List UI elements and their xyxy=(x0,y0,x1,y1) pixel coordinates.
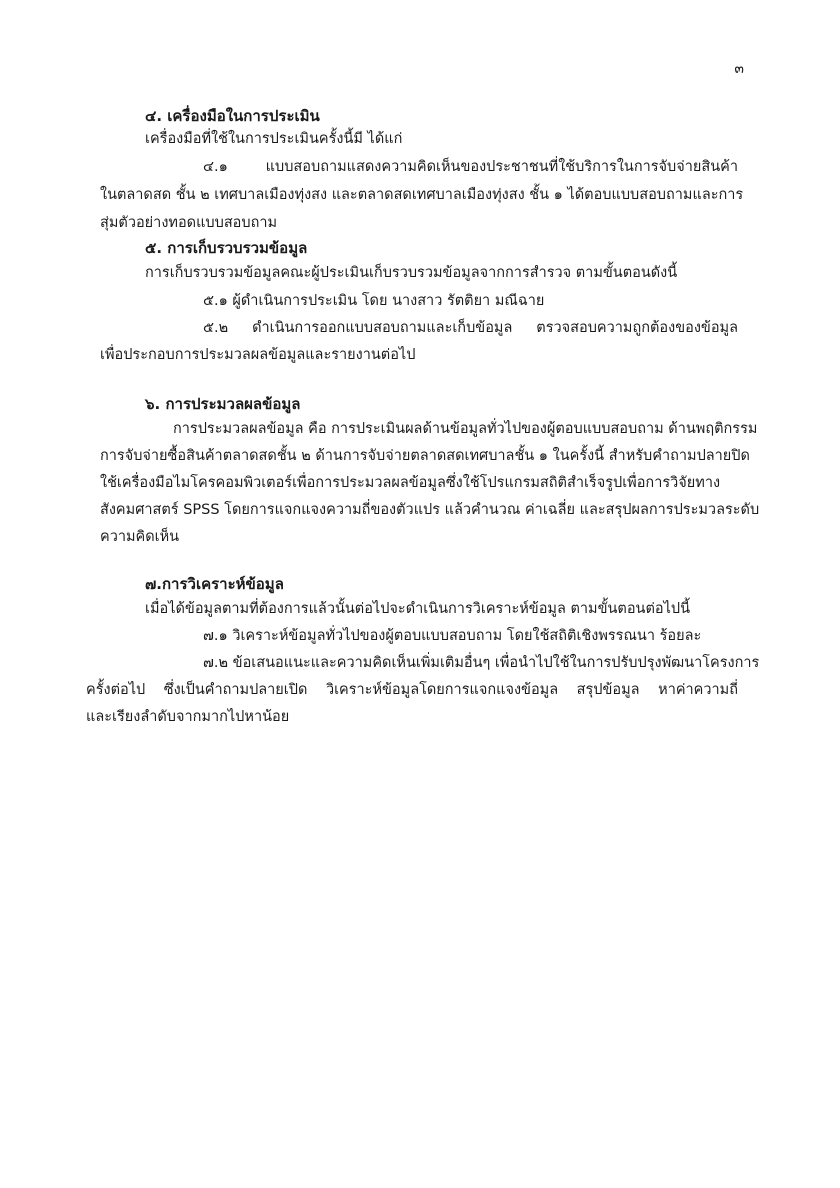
section-6-line-3: ใช้เครื่องมือไมโครคอมพิวเตอร์เพื่อการประมวลผลข้อมูลซึ่งใช้โปรแกรมสถิติสำเร็จรูปเพื่อการวิจัยทาง xyxy=(100,475,721,491)
section-7-line-2: ๗.๑ วิเคราะห์ข้อมูลทั่วไปของผู้ตอบแบบสอบถาม โดยใช้สถิติเชิงพรรณนา ร้อยละ xyxy=(203,628,702,644)
section-7-line-5: และเรียงลำดับจากมากไปหาน้อย xyxy=(86,709,290,725)
section-4-line-3: ในตลาดสด ชั้น ๒ เทศบาลเมืองทุ่งสง และตลาดสดเทศบาลเมืองทุ่งสง ชั้น ๑ ได้ตอบแบบสอบถามและการ xyxy=(100,187,744,203)
section-6-line-4: สังคมศาสตร์ SPSS โดยการแจกแจงความถี่ของตัวแปร แล้วคำนวณ ค่าเฉลี่ย และสรุปผลการประมวลระดับ xyxy=(100,502,760,518)
section-5-line-3: ๕.๒ ดำเนินการออกแบบสอบถามและเก็บข้อมูล ตรวจสอบความถูกต้องของข้อมูล xyxy=(203,320,738,336)
section-7-line-1: เมื่อได้ข้อมูลตามที่ต้องการแล้วนั้นต่อไปจะดำเนินการวิเคราะห์ข้อมูล ตามขั้นตอนต่อไปนี้ xyxy=(145,601,690,617)
section-6-heading: ๖. การประมวลผลข้อมูล xyxy=(145,395,301,413)
section-4-line-1: เครื่องมือที่ใช้ในการประเมินครั้งนี้มี ได้แก่ xyxy=(145,131,403,147)
section-4-line-2: ๔.๑ แบบสอบถามแสดงความคิดเห็นของประชาชนที่ใช้บริการในการจับจ่ายสินค้า xyxy=(203,159,738,175)
section-6-line-2: การจับจ่ายซื้อสินค้าตลาดสดชั้น ๒ ด้านการจับจ่ายตลาดสดเทศบาลชั้น ๑ ในครั้งนี้ สำหรับคำถามปลายปิด xyxy=(100,448,750,464)
section-5-line-4: เพื่อประกอบการประมวลผลข้อมูลและรายงานต่อไป xyxy=(100,347,416,363)
section-7-heading: ๗.การวิเคราะห์ข้อมูล xyxy=(145,575,284,593)
section-7-line-3: ๗.๒ ข้อเสนอแนะและความคิดเห็นเพิ่มเติมอื่นๆ เพื่อนำไปใช้ในการปรับปรุงพัฒนาโครงการ xyxy=(203,655,760,671)
section-7-line-4: ครั้งต่อไป ซึ่งเป็นคำถามปลายเปิด วิเคราะห์ข้อมูลโดยการแจกแจงข้อมูล สรุปข้อมูล หาค่าความถี่ xyxy=(86,682,738,698)
section-6-line-1: การประมวลผลข้อมูล คือ การประเมินผลด้านข้อมูลทั่วไปของผู้ตอบแบบสอบถาม ด้านพฤติกรรม xyxy=(173,421,758,437)
section-4-line-4: สุ่มตัวอย่างทอดแบบสอบถาม xyxy=(100,215,278,231)
page-number: ๓ xyxy=(734,61,744,77)
section-5-heading: ๕. การเก็บรวบรวมข้อมูล xyxy=(145,239,308,257)
section-5-line-2: ๕.๑ ผู้ดำเนินการประเมิน โดย นางสาว รัตติยา มณีฉาย xyxy=(203,293,545,309)
section-4-heading: ๔. เครื่องมือในการประเมิน xyxy=(145,107,320,125)
section-5-line-1: การเก็บรวบรวมข้อมูลคณะผู้ประเมินเก็บรวบรวมข้อมูลจากการสำรวจ ตามขั้นตอนดังนี้ xyxy=(145,265,678,281)
section-6-line-5: ความคิดเห็น xyxy=(100,529,180,545)
